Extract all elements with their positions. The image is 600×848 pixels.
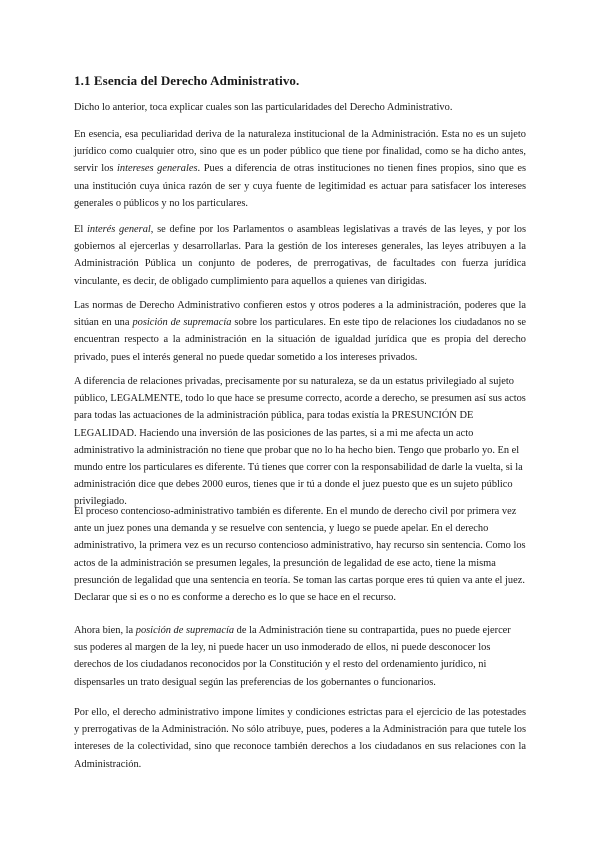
paragraph-essence <box>74 126 526 212</box>
text-run: sobre los particulares. En este tipo de relaciones los ciudadanos no se encuentran respecto a la administración en la situación de igualdad jurídica que es propia del derecho privado, pues el interés general no puede quedar sometido a los intereses privados. <box>74 317 526 363</box>
text-run: En esencia, esa peculiaridad deriva de la naturaleza institucional de la Administración. Esta no es un sujeto jurídico como cualquier otro, sino que es un poder público que tiene por finalidad, como se ha dicho antes, servir los <box>74 129 526 175</box>
paragraph-limits <box>74 704 526 773</box>
text-run: El proceso contencioso-administrativo también es diferente. En el mundo de derecho civil por primera vez ante un juez pones una demanda y se resuelve con sentencia, y luego se puede apelar. En el derecho administrativo, la primera vez es un recurso contencioso administrativo, hay recurso sin sentencia. Como los actos de la administración se presumen legales, la presunción de legalidad de ese acto, tiene la misma presunción de legalidad que una sentencia en teoría. Se toman las cartas porque eres tú quien va ante el juez. Declarar que si es o no es conforme a derecho es lo que se hace en el recurso. <box>74 506 526 604</box>
paragraph-legality-presumption <box>74 373 526 511</box>
paragraph-general-interest <box>74 221 526 290</box>
section-heading: 1.1 Esencia del Derecho Administrativo. <box>74 73 300 88</box>
italic-term: interés general <box>87 224 151 235</box>
italic-term: posición de supremacía <box>135 625 235 636</box>
text-run: Ahora bien, la <box>74 625 136 636</box>
paragraph-counterpart <box>74 622 526 691</box>
paragraph-intro <box>74 99 526 116</box>
text-run: , se define por los Parlamentos o asambleas legislativas a través de las leyes, y por los gobiernos al ejercerlas y desarrollarlas. Para la gestión de los intereses generales, las leyes atribuyen a la Administración Pública un conjunto de poderes, de prerrogativas, de facultades con fuerza jurídica vinculante, es decir, de obligado cumplimiento para aquellos a quienes van dirigidas. <box>74 224 526 287</box>
text-run: Dicho lo anterior, toca explicar cuales son las particularidades del Derecho Administrativo. <box>74 102 453 113</box>
italic-term: posición de supremacía <box>132 317 232 329</box>
text-run: El <box>74 224 87 235</box>
text-run: Por ello, el derecho administrativo impone límites y condiciones estrictas para el ejercicio de las potestades y prerrogativas de la Administración. No sólo atribuye, pues, poderes a la Administración para que tutele los intereses de la colectividad, sino que reconoce también derechos a los ciudadanos en sus relaciones con la Administración. <box>74 707 526 770</box>
text-run: A diferencia de relaciones privadas, precisamente por su naturaleza, se da un estatus privilegiado al sujeto público, LEGALMENTE, todo lo que hace se presume correcto, acorde a derecho, se presumen así sus actos para todas las actuaciones de la administración pública, para todas existía la PRESUNCIÓN DE LEGALIDAD. Haciendo una inversión de las posiciones de las partes, si a mi me afecta un acto administrativo la administración no tiene que probar que no lo ha hecho bien. Tengo que probarlo yo. En el mundo entre los particulares es diferente. Tú tienes que correr con la responsabilidad de darle la vuelta, si la administración dice que debes 2000 euros, tienes que ir tú a donde el juez puesto que es un sujeto público privilegiado. <box>74 376 526 508</box>
text-run: . Pues a diferencia de otras instituciones no tienen fines propios, sino que es una institución cuya única razón de ser y cuya fuente de legitimidad es actuar para satisfacer los intereses generales o públicos y no los particulares. <box>74 163 526 209</box>
paragraph-contentious-process <box>74 503 526 606</box>
italic-term: intereses generales <box>117 163 198 175</box>
text-run: Las normas de Derecho Administrativo confieren estos y otros poderes a la administración, poderes que la sitúan en una <box>74 300 526 329</box>
paragraph-supremacy <box>74 297 526 366</box>
text-run: de la Administración tiene su contrapartida, pues no puede ejercer sus poderes al margen de la ley, ni puede hacer un uso inmoderado de ellos, ni puede desconocer los derechos de los ciudadanos reconocidos por la Constitución y el resto del ordenamiento jurídico, ni dispensarles un trato desigual según las preferencias de los gobernantes o funcionarios. <box>74 625 511 688</box>
